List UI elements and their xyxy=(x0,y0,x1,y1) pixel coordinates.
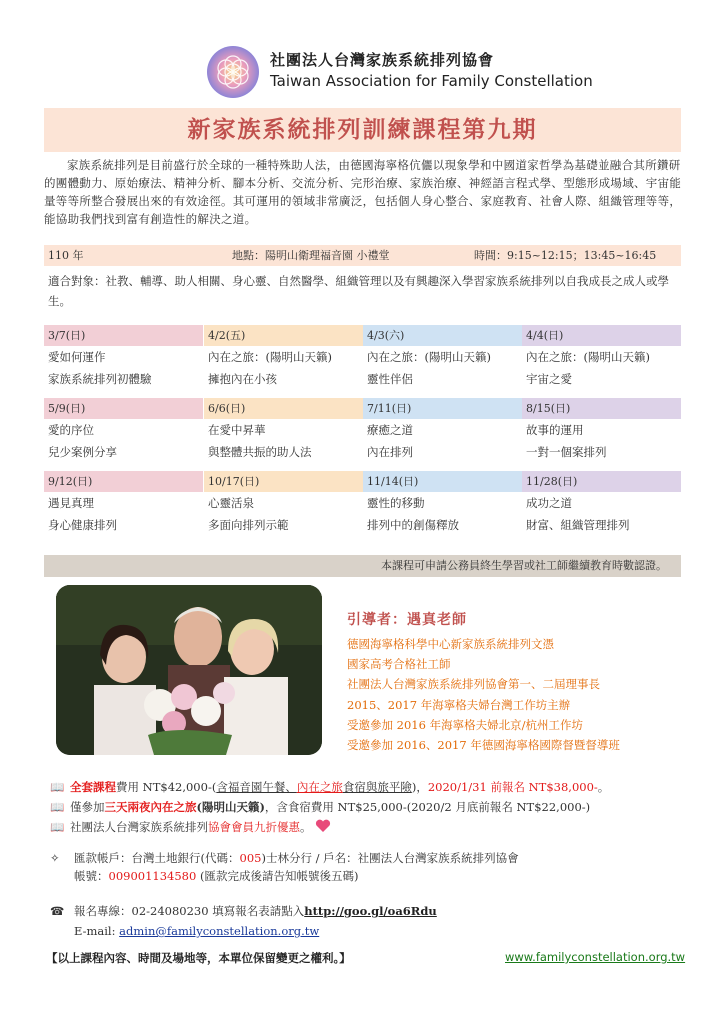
diamond-star-icon: ✧ xyxy=(50,851,60,865)
session-subtitle: 擁抱內在小孩 xyxy=(208,372,277,386)
member-discount-text: 協會會員九折優惠 xyxy=(208,820,300,834)
session-date: 5/9(日) xyxy=(44,398,203,419)
teacher-heading: 引導者：遇真老師 xyxy=(347,612,467,628)
session-title: 愛如何運作 xyxy=(48,350,106,364)
session-date: 7/11(日) xyxy=(363,398,522,419)
schedule-cell xyxy=(204,471,363,536)
certification-note xyxy=(44,555,681,577)
session-subtitle: 內在排列 xyxy=(367,445,413,459)
account-number: 009001134580 xyxy=(108,869,197,883)
bank-number-line xyxy=(50,867,519,885)
credential-item: 受邀參加 2016 年海寧格夫婦北京/杭州工作坊 xyxy=(347,717,583,732)
phone-line xyxy=(50,901,437,921)
session-title: 內在之旅：(陽明山天籟) xyxy=(367,350,491,364)
session-date: 3/7(日) xyxy=(44,325,203,346)
target-audience: 適合對象：社教、輔導、助人相關、身心靈、自然醫學、組織管理以及有興趣深入學習家族系統排列以自我成長之成人或學生。 xyxy=(48,274,669,308)
venue-text: (陽明山天籟) xyxy=(196,800,265,814)
session-date: 6/6(日) xyxy=(204,398,363,419)
credential-item: 2015、2017 年海寧格夫婦台灣工作坊主辦 xyxy=(347,697,571,712)
registration-link[interactable]: http://goo.gl/oa6Rdu xyxy=(304,904,437,918)
intro-paragraph: 家族系統排列是目前盛行於全球的一種特殊助人法，由德國海寧格伉儷以現象學和中國道家哲學為基礎並融合其所鑽研的團體動力、原始療法、精神分析、腳本分析、交流分析、完形治療、家族治療、神經語言程式學、型態形成場域、宇宙能量等等所整合發展出來的有效途徑。其可運用的領域非常廣泛，包括個人身心整合、家庭教育、社會人際、組織管理等等，能協助我們找到富有創造性的解決之道。 xyxy=(44,158,682,226)
session-title: 內在之旅：(陽明山天籟) xyxy=(208,350,332,364)
session-title: 療癒之道 xyxy=(367,423,413,437)
session-subtitle: 多面向排列示範 xyxy=(208,518,289,532)
open-book-icon: 📖 xyxy=(50,780,65,794)
website-link[interactable]: www.familyconstellation.org.tw xyxy=(505,950,686,964)
session-date: 4/4(日) xyxy=(522,325,681,346)
fee-text: )， xyxy=(411,780,428,794)
schedule-cell xyxy=(204,325,363,390)
three-days-text: 三天兩夜 xyxy=(104,800,151,814)
fee-text: ，含食宿費用 NT$25,000-(2020/2 月底前報名 NT$22,000-) xyxy=(264,800,591,814)
course-location: 地點：陽明山衛理福音園 小禮堂 xyxy=(232,249,390,262)
bank-text: )士林分行 / 戶名：社團法人台灣家族系統排列協會 xyxy=(261,851,519,865)
fee-text: 食宿與旅平險 xyxy=(342,780,412,794)
schedule-cell xyxy=(522,398,681,463)
open-book-icon: 📖 xyxy=(50,820,65,834)
session-subtitle: 兒少案例分享 xyxy=(48,445,117,459)
session-title: 遇見真理 xyxy=(48,496,94,510)
fee-line-full xyxy=(50,778,609,796)
certification-note-text: 本課程可申請公務員終生學習或社工師繼續教育時數認證。 xyxy=(381,559,667,572)
bank-text: 匯款帳戶：台灣土地銀行(代碼： xyxy=(74,851,240,865)
bank-info xyxy=(50,849,519,885)
full-course-label: 全套課程 xyxy=(70,780,116,794)
bank-text: (匯款完成後請告知帳號後五碼) xyxy=(196,869,359,883)
page-title: 新家族系統排列訓練課程第九期 xyxy=(187,116,538,143)
email-line xyxy=(50,921,437,941)
schedule-cell xyxy=(522,325,681,390)
flower-of-life-logo xyxy=(205,44,261,100)
org-name-zh: 社團法人台灣家族系統排列協會 xyxy=(270,51,495,69)
bank-account-line xyxy=(50,849,519,867)
change-notice: 【以上課程內容、時間及場地等，本單位保留變更之權利。】 xyxy=(46,951,351,965)
fee-text: 。 xyxy=(300,820,312,834)
schedule-cell xyxy=(44,325,203,390)
session-date: 4/3(六) xyxy=(363,325,522,346)
org-name-en: Taiwan Association for Family Constellation xyxy=(270,72,593,90)
session-title: 靈性的移動 xyxy=(367,496,425,510)
email-label: E-mail: xyxy=(74,924,120,938)
heart-icon xyxy=(315,819,331,833)
session-title: 故事的運用 xyxy=(526,423,584,437)
email-link[interactable]: admin@familyconstellation.org.tw xyxy=(119,924,320,938)
session-date: 8/15(日) xyxy=(522,398,681,419)
session-subtitle: 與整體共振的助人法 xyxy=(208,445,312,459)
session-title: 在愛中昇華 xyxy=(208,423,266,437)
course-year: 110 年 xyxy=(48,249,84,262)
session-date: 11/28(日) xyxy=(522,471,681,492)
session-subtitle: 財富、組織管理排列 xyxy=(526,518,630,532)
schedule-cell xyxy=(363,471,522,536)
open-book-icon: 📖 xyxy=(50,800,65,814)
schedule-cell xyxy=(522,471,681,536)
fee-text: 。 xyxy=(597,780,610,794)
session-date: 10/17(日) xyxy=(204,471,363,492)
credential-item: 社團法人台灣家族系統排列協會第一、二屆理事長 xyxy=(347,677,600,692)
inner-journey-text: 內在之旅 xyxy=(296,780,343,794)
fee-line-member xyxy=(50,818,331,836)
title-banner xyxy=(44,108,681,152)
credential-item: 國家高考合格社工師 xyxy=(347,657,451,672)
fee-text: 僅參加 xyxy=(70,800,105,814)
session-title: 心靈活泉 xyxy=(208,496,254,510)
teacher-credentials xyxy=(347,634,620,755)
credential-item: 德國海寧格科學中心新家族系統排列文憑 xyxy=(347,637,554,651)
session-subtitle: 一對一個案排列 xyxy=(526,445,607,459)
session-title: 內在之旅：(陽明山天籟) xyxy=(526,350,650,364)
session-subtitle: 宇宙之愛 xyxy=(526,372,572,386)
teacher-photo xyxy=(56,585,322,755)
schedule-cell xyxy=(363,398,522,463)
fee-text: 費用 NT$42,000-( xyxy=(116,780,217,794)
bank-code: 005 xyxy=(239,851,262,865)
session-title: 成功之道 xyxy=(526,496,572,510)
session-subtitle: 家族系統排列初體驗 xyxy=(48,372,152,386)
session-subtitle: 靈性伴侶 xyxy=(367,372,413,386)
session-subtitle: 排列中的創傷釋放 xyxy=(367,518,459,532)
session-subtitle: 身心健康排列 xyxy=(48,518,117,532)
session-date: 4/2(五) xyxy=(204,325,363,346)
info-bar xyxy=(44,245,681,266)
schedule-cell xyxy=(363,325,522,390)
fee-text: 含福音園午餐、 xyxy=(216,780,297,794)
inner-journey-text: 內在之旅 xyxy=(150,800,197,814)
fee-text: 社團法人台灣家族系統排列 xyxy=(70,820,208,834)
session-date: 11/14(日) xyxy=(363,471,522,492)
fee-line-journey xyxy=(50,798,590,816)
session-title: 愛的序位 xyxy=(48,423,94,437)
telephone-icon: ☎ xyxy=(50,904,65,918)
bank-text: 帳號： xyxy=(74,869,109,883)
schedule-cell xyxy=(44,471,203,536)
schedule-cell xyxy=(204,398,363,463)
phone-text: 報名專線：02-24080230 填寫報名表請點入 xyxy=(74,904,305,918)
schedule-cell xyxy=(44,398,203,463)
early-bird-price: 2020/1/31 前報名 NT$38,000- xyxy=(427,780,598,794)
contact-info xyxy=(50,901,437,941)
session-date: 9/12(日) xyxy=(44,471,203,492)
credential-item: 受邀參加 2016、2017 年德國海寧格國際督暨督導班 xyxy=(347,738,620,753)
course-time: 時間：9:15~12:15；13:45~16:45 xyxy=(474,249,657,262)
